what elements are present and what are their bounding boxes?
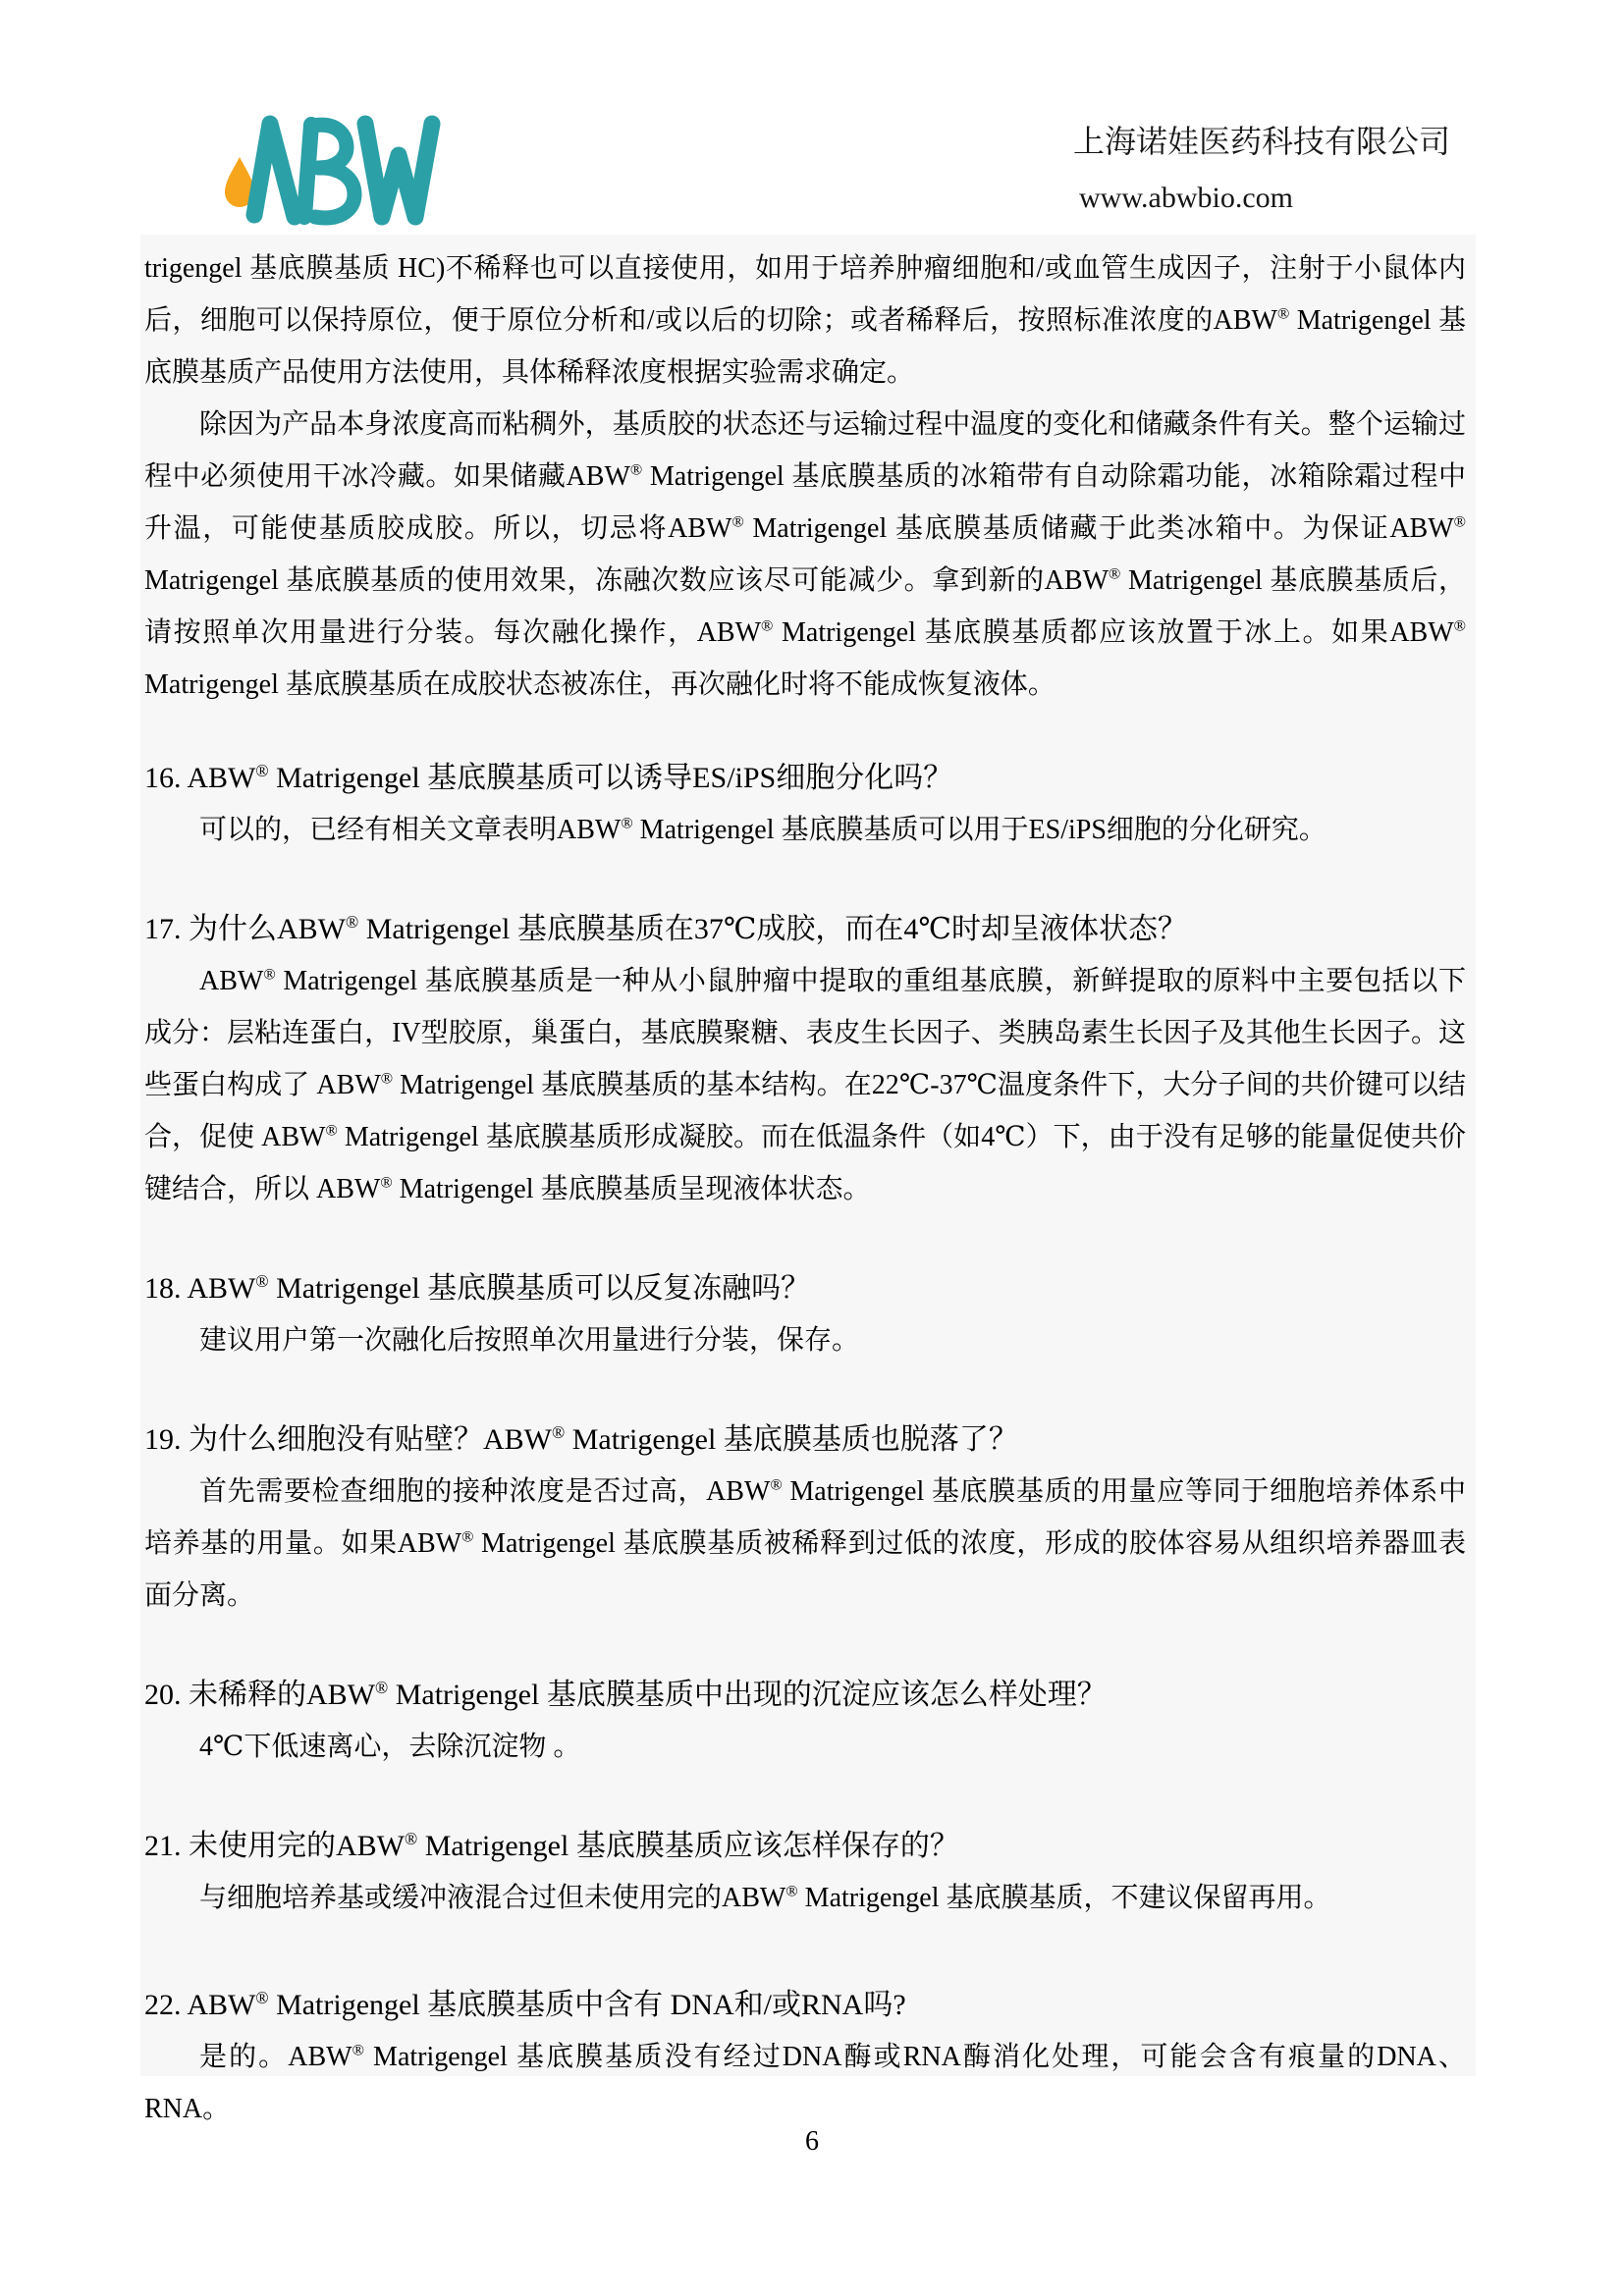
logo-letter-w — [365, 124, 432, 217]
abw-logo — [218, 108, 454, 230]
faq-item-21 — [144, 1820, 1466, 1924]
faq-answer: 4℃下低速离心，去除沉淀物 。 — [199, 1732, 581, 1762]
logo-letter-b-bowls — [313, 125, 354, 218]
faq-answer: ABW® Matrigengel 基底膜基质是一种从小鼠肿瘤中提取的重组基底膜，新鲜提取的原料中主要包括以下成分：层粘连蛋白，IV型胶原，巢蛋白，基底膜聚糖、表皮生长因子、类胰岛素生长因子及其他生长因子。这些蛋白构成了 ABW® Matrigengel 基底膜基质的基本结构。在22℃-37℃温度条件下，大分子间的共价键可以结合，促使 ABW® Matrigengel 基底膜基质形成凝胶。而在低温条件（如4℃）下，由于没有足够的能量促使共价键结合，所以 ABW® Matrigengel 基底膜基质呈现液体状态。 — [144, 965, 1466, 1204]
faq-question: 18. ABW® Matrigengel 基底膜基质可以反复冻融吗？ — [144, 1271, 811, 1305]
faq-item-17 — [144, 903, 1466, 1215]
logo-letter-a — [254, 124, 295, 217]
content-area — [140, 235, 1476, 2124]
faq-question: 21. 未使用完的ABW® Matrigengel 基底膜基质应该怎样保存的？ — [144, 1829, 959, 1862]
faq-question: 22. ABW® Matrigengel 基底膜基质中含有 DNA和/或RNA吗? — [144, 1988, 906, 2021]
faq-question: 19. 为什么细胞没有贴壁？ABW® Matrigengel 基底膜基质也脱落了？ — [144, 1422, 1018, 1456]
faq-item-19 — [144, 1414, 1466, 1622]
faq-item-18 — [144, 1262, 1466, 1366]
faq-question: 17. 为什么ABW® Matrigengel 基底膜基质在37℃成胶，而在4℃时却呈液体状态？ — [144, 912, 1187, 945]
faq-answer: 首先需要检查细胞的接种浓度是否过高，ABW® Matrigengel 基底膜基质的用量应等同于细胞培养体系中培养基的用量。如果ABW® Matrigengel 基底膜基质被稀释到过低的浓度，形成的胶体容易从组织培养器皿表面分离。 — [144, 1475, 1466, 1611]
faq-answer: 可以的，已经有相关文章表明ABW® Matrigengel 基底膜基质可以用于ES/iPS细胞的分化研究。 — [199, 814, 1326, 845]
company-name: 上海诺娃医药科技有限公司 — [1073, 124, 1451, 159]
page-number: 6 — [805, 2126, 819, 2157]
faq-answer: 与细胞培养基或缓冲液混合过但未使用完的ABW® Matrigengel 基底膜基质，不建议保留再用。 — [199, 1882, 1331, 1913]
faq-item-20 — [144, 1669, 1466, 1773]
faq-question: 16. ABW® Matrigengel 基底膜基质可以诱导ES/iPS细胞分化吗？ — [144, 761, 953, 794]
faq-answer: 是的。ABW® Matrigengel 基底膜基质没有经过DNA酶或RNA酶消化处理，可能会含有痕量的DNA、RNA。 — [144, 2041, 1466, 2124]
faq-question: 20. 未稀释的ABW® Matrigengel 基底膜基质中出现的沉淀应该怎么样处理？ — [144, 1678, 1107, 1711]
faq-item-16 — [144, 752, 1466, 856]
faq-item-22 — [144, 1979, 1466, 2135]
company-website: www.abwbio.com — [1079, 182, 1294, 214]
intro-paragraph-continued: trigengel 基底膜基质 HC)不稀释也可以直接使用，如用于培养肿瘤细胞和/或血管生成因子，注射于小鼠体内后，细胞可以保持原位，便于原位分析和/或以后的切除；或者稀释后，按照标准浓度的ABW® Matrigengel 基底膜基质产品使用方法使用，具体稀释浓度根据实验需求确定。 — [144, 253, 1467, 388]
intro-paragraph-transport: 除因为产品本身浓度高而粘稠外，基质胶的状态还与运输过程中温度的变化和储藏条件有关。整个运输过程中必须使用干冰冷藏。如果储藏ABW® Matrigengel 基底膜基质的冰箱带有自动除霜功能，冰箱除霜过程中升温，可能使基质胶成胶。所以，切忌将ABW® Matrigengel 基底膜基质储藏于此类冰箱中。为保证ABW® Matrigengel 基底膜基质的使用效果，冻融次数应该尽可能减少。拿到新的ABW® Matrigengel 基底膜基质后，请按照单次用量进行分装。每次融化操作，ABW® Matrigengel 基底膜基质都应该放置于冰上。如果ABW® Matrigengel 基底膜基质在成胶状态被冻住，再次融化时将不能成恢复液体。 — [144, 409, 1467, 700]
faq-answer: 建议用户第一次融化后按照单次用量进行分装，保存。 — [199, 1325, 860, 1356]
logo-letter-b-stem — [304, 125, 311, 217]
